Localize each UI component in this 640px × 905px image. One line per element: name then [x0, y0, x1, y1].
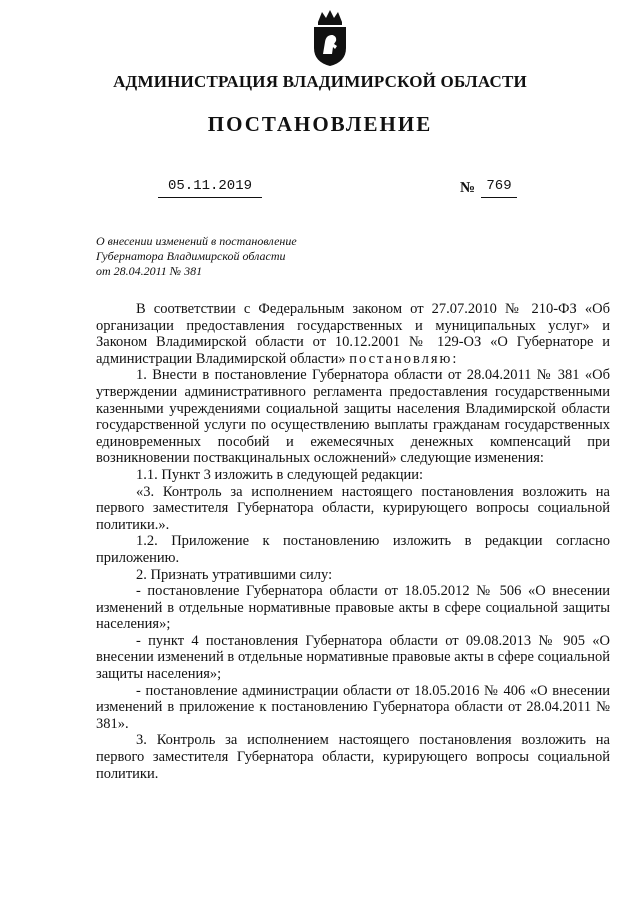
- subject-line: Губернатора Владимирской области: [96, 249, 286, 263]
- preamble-text: В соответствии с Федеральным законом от 27.07.2010 № 210-ФЗ «Об организации предоставления государственных и муниципальных услуг» и Законом Владимирской области от 10.12.2001 № 129-ОЗ «О Губернаторе и администрации Владимирской области»: [96, 301, 610, 367]
- paragraph-3: 3. Контроль за исполнением настоящего постановления возложить на первого заместителя Губернатора области, курирующего вопросы социальной политики.: [96, 732, 610, 782]
- document-number: 769: [481, 178, 517, 198]
- paragraph-2-item: - пункт 4 постановления Губернатора области от 09.08.2013 № 905 «О внесении изменений в отдельные нормативные правовые акты в сфере социальной защиты населения»;: [96, 632, 610, 683]
- resolve-word: постановляю:: [349, 350, 459, 367]
- document-type-title: ПОСТАНОВЛЕНИЕ: [207, 112, 433, 136]
- paragraph-1: 1. Внести в постановление Губернатора области от 28.04.2011 № 381 «Об утверждении административного регламента предоставления государственными казенными учреждениями социальной защиты населения Владимирской области государственной услуги по осуществлению выплаты гражданам государственных единовременных пособий и ежемесячных денежных компенсаций при возникновении поствакцинальных осложнений» следующие изменения:: [96, 367, 610, 467]
- paragraph-2: 2. Признать утратившими силу:: [136, 566, 333, 583]
- paragraph-2-item: - постановление администрации области от 18.05.2016 № 406 «О внесении изменений в приложение к постановлению Губернатора области от 28.04.2011 № 381».: [96, 682, 610, 732]
- paragraph-1-1-quote: «3. Контроль за исполнением настоящего постановления возложить на первого заместителя Губернатора области, курирующего вопросы социальной политики.».: [96, 483, 610, 533]
- document-body: [96, 301, 610, 782]
- document-subject: [96, 234, 356, 279]
- subject-line: О внесении изменений в постановление: [96, 234, 297, 248]
- coat-of-arms-icon: [308, 8, 352, 68]
- paragraph-1-1: 1.1. Пункт 3 изложить в следующей редакции:: [136, 466, 424, 483]
- document-date: 05.11.2019: [158, 178, 262, 198]
- number-label: №: [460, 180, 476, 196]
- paragraph-2-item: - постановление Губернатора области от 18.05.2012 № 506 «О внесении изменений в отдельные нормативные правовые акты в сфере социальной защиты населения»;: [96, 583, 610, 633]
- preamble-paragraph: [96, 301, 610, 367]
- paragraph-1-2: 1.2. Приложение к постановлению изложить в редакции согласно приложению.: [96, 533, 610, 566]
- subject-line: от 28.04.2011 № 381: [96, 264, 203, 278]
- organization-title: АДМИНИСТРАЦИЯ ВЛАДИМИРСКОЙ ОБЛАСТИ: [113, 72, 527, 91]
